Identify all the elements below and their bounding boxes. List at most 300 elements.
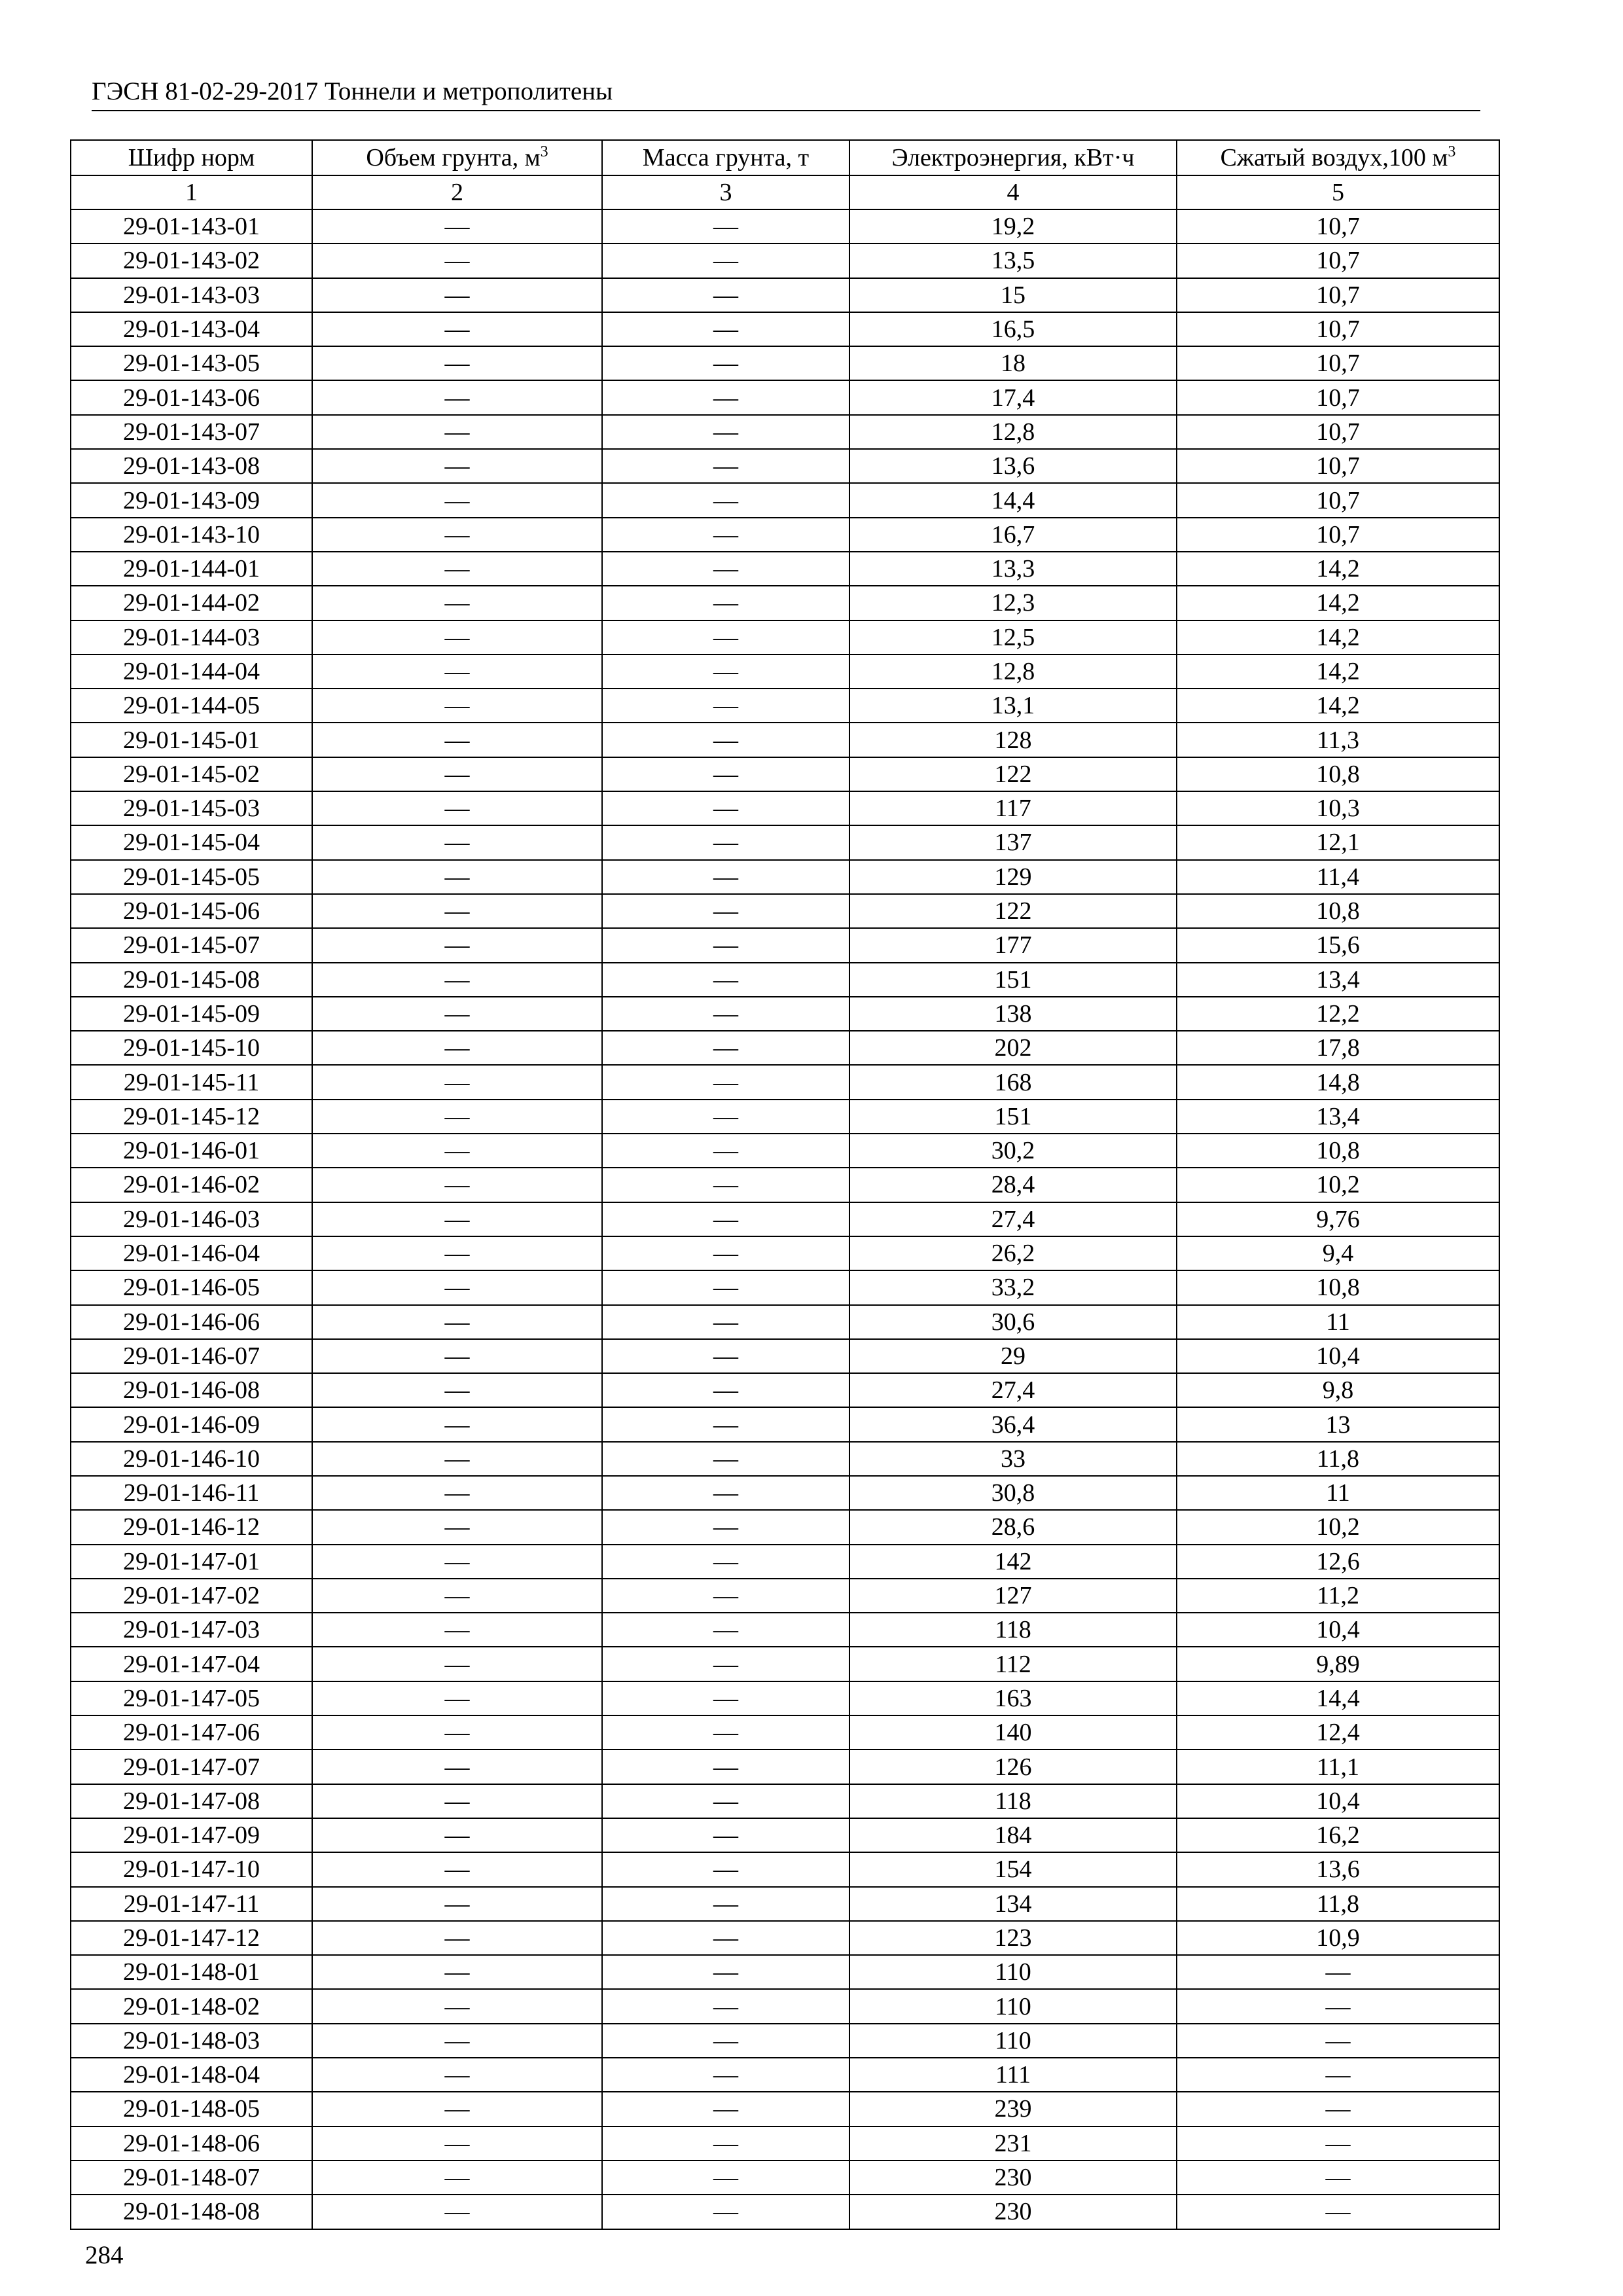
soil-mass-cell: — [602, 1955, 849, 1989]
soil-volume-cell: — [312, 894, 602, 928]
soil-volume-cell: — [312, 1305, 602, 1339]
soil-mass-cell: — [602, 894, 849, 928]
electricity-cell: 16,5 [849, 312, 1177, 346]
soil-mass-cell: — [602, 312, 849, 346]
norm-code-cell: 29-01-147-05 [71, 1681, 312, 1715]
column-number-cell: 4 [849, 175, 1177, 209]
compressed-air-cell: 13,4 [1177, 1100, 1499, 1134]
soil-mass-cell: — [602, 1887, 849, 1921]
soil-volume-cell: — [312, 2058, 602, 2092]
table-row [71, 1065, 1499, 1099]
electricity-cell: 12,3 [849, 586, 1177, 620]
soil-volume-cell: — [312, 723, 602, 757]
norm-code-cell: 29-01-143-03 [71, 278, 312, 312]
soil-mass-cell: — [602, 655, 849, 689]
soil-volume-cell: — [312, 1749, 602, 1784]
soil-volume-cell: — [312, 1270, 602, 1304]
electricity-cell: 13,5 [849, 243, 1177, 278]
compressed-air-cell: 10,4 [1177, 1339, 1499, 1373]
soil-volume-cell: — [312, 312, 602, 346]
compressed-air-cell: 11,3 [1177, 723, 1499, 757]
electricity-cell: 30,8 [849, 1476, 1177, 1510]
soil-mass-cell: — [602, 1647, 849, 1681]
table-row [71, 997, 1499, 1031]
compressed-air-cell: 13,4 [1177, 963, 1499, 997]
electricity-cell: 239 [849, 2092, 1177, 2126]
compressed-air-cell: 12,4 [1177, 1715, 1499, 1749]
header-label: Сжатый воздух,100 м [1220, 144, 1448, 171]
soil-mass-cell: — [602, 1510, 849, 1544]
document-title: ГЭСН 81-02-29-2017 Тоннели и метрополитены [92, 77, 613, 105]
compressed-air-cell: — [1177, 2024, 1499, 2058]
norm-code-cell: 29-01-148-04 [71, 2058, 312, 2092]
norm-code-cell: 29-01-143-10 [71, 518, 312, 552]
soil-mass-cell: — [602, 1545, 849, 1579]
table-row [71, 1579, 1499, 1613]
norm-code-cell: 29-01-143-08 [71, 449, 312, 483]
soil-volume-cell: — [312, 449, 602, 483]
table-row [71, 791, 1499, 825]
norm-code-cell: 29-01-143-05 [71, 346, 312, 380]
compressed-air-cell: 11,2 [1177, 1579, 1499, 1613]
electricity-cell: 151 [849, 1100, 1177, 1134]
table-row [71, 1339, 1499, 1373]
table-row [71, 1510, 1499, 1544]
compressed-air-cell: 10,7 [1177, 380, 1499, 414]
soil-volume-cell: — [312, 1031, 602, 1065]
norm-code-cell: 29-01-146-04 [71, 1236, 312, 1270]
soil-mass-cell: — [602, 586, 849, 620]
table-row [71, 1305, 1499, 1339]
compressed-air-cell: 10,7 [1177, 346, 1499, 380]
compressed-air-cell: 13 [1177, 1407, 1499, 1441]
norm-code-cell: 29-01-145-05 [71, 860, 312, 894]
soil-volume-cell: — [312, 757, 602, 791]
compressed-air-cell: 11,8 [1177, 1442, 1499, 1476]
compressed-air-cell: 10,7 [1177, 518, 1499, 552]
soil-volume-cell: — [312, 2195, 602, 2229]
soil-volume-cell: — [312, 2092, 602, 2126]
soil-mass-cell: — [602, 757, 849, 791]
soil-mass-cell: — [602, 552, 849, 586]
electricity-cell: 163 [849, 1681, 1177, 1715]
header-cell [1177, 140, 1499, 175]
header-label: Масса грунта, т [642, 144, 810, 171]
soil-mass-cell: — [602, 723, 849, 757]
electricity-cell: 15 [849, 278, 1177, 312]
electricity-cell: 122 [849, 757, 1177, 791]
norm-code-cell: 29-01-144-01 [71, 552, 312, 586]
norm-code-cell: 29-01-146-02 [71, 1168, 312, 1202]
table-body [71, 209, 1499, 2229]
soil-volume-cell: — [312, 620, 602, 655]
compressed-air-cell: 10,7 [1177, 483, 1499, 517]
norm-code-cell: 29-01-148-01 [71, 1955, 312, 1989]
norm-code-cell: 29-01-145-11 [71, 1065, 312, 1099]
norm-code-cell: 29-01-144-02 [71, 586, 312, 620]
table-row [71, 346, 1499, 380]
compressed-air-cell: — [1177, 2161, 1499, 2195]
soil-volume-cell: — [312, 552, 602, 586]
soil-mass-cell: — [602, 620, 849, 655]
soil-volume-cell: — [312, 1887, 602, 1921]
soil-volume-cell: — [312, 278, 602, 312]
soil-mass-cell: — [602, 1100, 849, 1134]
table-row [71, 894, 1499, 928]
soil-volume-cell: — [312, 1613, 602, 1647]
norm-code-cell: 29-01-146-07 [71, 1339, 312, 1373]
electricity-cell: 129 [849, 860, 1177, 894]
soil-mass-cell: — [602, 2092, 849, 2126]
norm-code-cell: 29-01-146-09 [71, 1407, 312, 1441]
soil-mass-cell: — [602, 1818, 849, 1852]
table-row [71, 1818, 1499, 1852]
compressed-air-cell: — [1177, 2058, 1499, 2092]
column-number-cell: 1 [71, 175, 312, 209]
soil-volume-cell: — [312, 1100, 602, 1134]
norm-code-cell: 29-01-147-07 [71, 1749, 312, 1784]
soil-volume-cell: — [312, 346, 602, 380]
compressed-air-cell: 10,7 [1177, 449, 1499, 483]
compressed-air-cell: 12,6 [1177, 1545, 1499, 1579]
soil-mass-cell: — [602, 1407, 849, 1441]
soil-mass-cell: — [602, 278, 849, 312]
electricity-cell: 28,6 [849, 1510, 1177, 1544]
soil-mass-cell: — [602, 1442, 849, 1476]
soil-volume-cell: — [312, 2126, 602, 2161]
table-row [71, 552, 1499, 586]
table-row [71, 1545, 1499, 1579]
table-row [71, 723, 1499, 757]
table-row [71, 2058, 1499, 2092]
soil-volume-cell: — [312, 1510, 602, 1544]
compressed-air-cell: 10,2 [1177, 1168, 1499, 1202]
page-header [92, 73, 1480, 111]
compressed-air-cell: 14,2 [1177, 586, 1499, 620]
norm-code-cell: 29-01-145-01 [71, 723, 312, 757]
electricity-cell: 126 [849, 1749, 1177, 1784]
soil-mass-cell: — [602, 1270, 849, 1304]
electricity-cell: 18 [849, 346, 1177, 380]
soil-mass-cell: — [602, 1852, 849, 1886]
table-row [71, 1784, 1499, 1818]
soil-volume-cell: — [312, 243, 602, 278]
soil-mass-cell: — [602, 1681, 849, 1715]
electricity-cell: 13,3 [849, 552, 1177, 586]
soil-volume-cell: — [312, 1955, 602, 1989]
soil-volume-cell: — [312, 689, 602, 723]
soil-mass-cell: — [602, 483, 849, 517]
norm-code-cell: 29-01-144-04 [71, 655, 312, 689]
soil-volume-cell: — [312, 1065, 602, 1099]
soil-mass-cell: — [602, 1202, 849, 1236]
soil-mass-cell: — [602, 1715, 849, 1749]
header-label: Объем грунта, м [366, 144, 541, 171]
column-number-cell: 5 [1177, 175, 1499, 209]
electricity-cell: 13,1 [849, 689, 1177, 723]
table-row [71, 1168, 1499, 1202]
table-row [71, 1031, 1499, 1065]
electricity-cell: 110 [849, 2024, 1177, 2058]
soil-mass-cell: — [602, 415, 849, 449]
electricity-cell: 110 [849, 1989, 1177, 2023]
compressed-air-cell: 11 [1177, 1476, 1499, 1510]
soil-volume-cell: — [312, 2024, 602, 2058]
norm-code-cell: 29-01-145-07 [71, 928, 312, 962]
norm-code-cell: 29-01-146-12 [71, 1510, 312, 1544]
soil-mass-cell: — [602, 997, 849, 1031]
norm-code-cell: 29-01-144-05 [71, 689, 312, 723]
table-row [71, 655, 1499, 689]
electricity-cell: 230 [849, 2161, 1177, 2195]
table-row [71, 2161, 1499, 2195]
electricity-cell: 231 [849, 2126, 1177, 2161]
norm-code-cell: 29-01-147-02 [71, 1579, 312, 1613]
compressed-air-cell: 11,1 [1177, 1749, 1499, 1784]
soil-mass-cell: — [602, 1749, 849, 1784]
electricity-cell: 123 [849, 1921, 1177, 1955]
soil-volume-cell: — [312, 928, 602, 962]
soil-volume-cell: — [312, 380, 602, 414]
compressed-air-cell: 16,2 [1177, 1818, 1499, 1852]
compressed-air-cell: 10,7 [1177, 278, 1499, 312]
table-row [71, 449, 1499, 483]
header-superscript: 3 [540, 143, 548, 160]
compressed-air-cell: 10,8 [1177, 1134, 1499, 1168]
header-row [71, 140, 1499, 175]
compressed-air-cell: 14,4 [1177, 1681, 1499, 1715]
soil-mass-cell: — [602, 243, 849, 278]
soil-volume-cell: — [312, 1681, 602, 1715]
soil-volume-cell: — [312, 2161, 602, 2195]
compressed-air-cell: 12,1 [1177, 825, 1499, 859]
soil-mass-cell: — [602, 1921, 849, 1955]
table-row [71, 689, 1499, 723]
table-row [71, 2092, 1499, 2126]
soil-volume-cell: — [312, 483, 602, 517]
table-row [71, 586, 1499, 620]
electricity-cell: 151 [849, 963, 1177, 997]
electricity-cell: 137 [849, 825, 1177, 859]
soil-mass-cell: — [602, 346, 849, 380]
soil-volume-cell: — [312, 791, 602, 825]
compressed-air-cell: 11,4 [1177, 860, 1499, 894]
norm-code-cell: 29-01-143-09 [71, 483, 312, 517]
compressed-air-cell: 14,2 [1177, 620, 1499, 655]
norm-code-cell: 29-01-148-06 [71, 2126, 312, 2161]
compressed-air-cell: 14,2 [1177, 655, 1499, 689]
table-header [71, 140, 1499, 209]
norm-code-cell: 29-01-145-08 [71, 963, 312, 997]
norm-code-cell: 29-01-146-06 [71, 1305, 312, 1339]
norm-code-cell: 29-01-145-03 [71, 791, 312, 825]
compressed-air-cell: — [1177, 1989, 1499, 2023]
soil-volume-cell: — [312, 997, 602, 1031]
compressed-air-cell: 10,7 [1177, 415, 1499, 449]
norm-code-cell: 29-01-145-09 [71, 997, 312, 1031]
soil-mass-cell: — [602, 1134, 849, 1168]
electricity-cell: 111 [849, 2058, 1177, 2092]
norms-table-container [70, 139, 1499, 2230]
norm-code-cell: 29-01-145-12 [71, 1100, 312, 1134]
table-row [71, 278, 1499, 312]
norm-code-cell: 29-01-143-04 [71, 312, 312, 346]
table-row [71, 2126, 1499, 2161]
compressed-air-cell: 10,9 [1177, 1921, 1499, 1955]
compressed-air-cell: 10,8 [1177, 1270, 1499, 1304]
table-row [71, 380, 1499, 414]
electricity-cell: 16,7 [849, 518, 1177, 552]
table-row [71, 1407, 1499, 1441]
electricity-cell: 36,4 [849, 1407, 1177, 1441]
electricity-cell: 134 [849, 1887, 1177, 1921]
soil-mass-cell: — [602, 1031, 849, 1065]
electricity-cell: 28,4 [849, 1168, 1177, 1202]
soil-mass-cell: — [602, 2024, 849, 2058]
table-row [71, 1887, 1499, 1921]
norm-code-cell: 29-01-145-04 [71, 825, 312, 859]
soil-volume-cell: — [312, 586, 602, 620]
electricity-cell: 110 [849, 1955, 1177, 1989]
electricity-cell: 168 [849, 1065, 1177, 1099]
soil-mass-cell: — [602, 1305, 849, 1339]
table-row [71, 757, 1499, 791]
norm-code-cell: 29-01-147-09 [71, 1818, 312, 1852]
compressed-air-cell: — [1177, 2195, 1499, 2229]
compressed-air-cell: 10,3 [1177, 791, 1499, 825]
electricity-cell: 33,2 [849, 1270, 1177, 1304]
soil-volume-cell: — [312, 1202, 602, 1236]
norm-code-cell: 29-01-148-02 [71, 1989, 312, 2023]
electricity-cell: 118 [849, 1613, 1177, 1647]
soil-mass-cell: — [602, 928, 849, 962]
soil-volume-cell: — [312, 1236, 602, 1270]
compressed-air-cell: 9,89 [1177, 1647, 1499, 1681]
table-row [71, 1715, 1499, 1749]
table-row [71, 312, 1499, 346]
soil-volume-cell: — [312, 825, 602, 859]
compressed-air-cell: 9,8 [1177, 1373, 1499, 1407]
electricity-cell: 27,4 [849, 1202, 1177, 1236]
electricity-cell: 202 [849, 1031, 1177, 1065]
soil-volume-cell: — [312, 1476, 602, 1510]
soil-mass-cell: — [602, 1784, 849, 1818]
compressed-air-cell: 10,7 [1177, 209, 1499, 243]
table-row [71, 2024, 1499, 2058]
table-row [71, 1100, 1499, 1134]
electricity-cell: 17,4 [849, 380, 1177, 414]
soil-mass-cell: — [602, 2161, 849, 2195]
soil-mass-cell: — [602, 1579, 849, 1613]
norm-code-cell: 29-01-143-07 [71, 415, 312, 449]
header-label: Электроэнергия, кВт·ч [891, 144, 1135, 171]
compressed-air-cell: 10,4 [1177, 1613, 1499, 1647]
soil-volume-cell: — [312, 1989, 602, 2023]
compressed-air-cell: 12,2 [1177, 997, 1499, 1031]
compressed-air-cell: 10,8 [1177, 894, 1499, 928]
soil-mass-cell: — [602, 860, 849, 894]
header-label: Шифр норм [128, 144, 255, 171]
soil-mass-cell: — [602, 209, 849, 243]
compressed-air-cell: 10,7 [1177, 243, 1499, 278]
norm-code-cell: 29-01-147-10 [71, 1852, 312, 1886]
norm-code-cell: 29-01-146-01 [71, 1134, 312, 1168]
electricity-cell: 12,8 [849, 655, 1177, 689]
header-cell [849, 140, 1177, 175]
table-row [71, 1989, 1499, 2023]
soil-mass-cell: — [602, 2195, 849, 2229]
soil-volume-cell: — [312, 1852, 602, 1886]
soil-volume-cell: — [312, 518, 602, 552]
electricity-cell: 27,4 [849, 1373, 1177, 1407]
electricity-cell: 230 [849, 2195, 1177, 2229]
soil-mass-cell: — [602, 791, 849, 825]
compressed-air-cell: 13,6 [1177, 1852, 1499, 1886]
page-number: 284 [85, 2241, 124, 2269]
norm-code-cell: 29-01-148-07 [71, 2161, 312, 2195]
electricity-cell: 127 [849, 1579, 1177, 1613]
compressed-air-cell: 10,2 [1177, 1510, 1499, 1544]
electricity-cell: 154 [849, 1852, 1177, 1886]
column-number-row [71, 175, 1499, 209]
norm-code-cell: 29-01-147-01 [71, 1545, 312, 1579]
table-row [71, 518, 1499, 552]
norm-code-cell: 29-01-147-03 [71, 1613, 312, 1647]
soil-volume-cell: — [312, 415, 602, 449]
electricity-cell: 12,5 [849, 620, 1177, 655]
table-row [71, 1681, 1499, 1715]
compressed-air-cell: 14,8 [1177, 1065, 1499, 1099]
table-row [71, 2195, 1499, 2229]
soil-volume-cell: — [312, 860, 602, 894]
norm-code-cell: 29-01-146-05 [71, 1270, 312, 1304]
table-row [71, 1373, 1499, 1407]
norm-code-cell: 29-01-148-05 [71, 2092, 312, 2126]
electricity-cell: 12,8 [849, 415, 1177, 449]
soil-mass-cell: — [602, 1339, 849, 1373]
table-row [71, 1921, 1499, 1955]
table-row [71, 1955, 1499, 1989]
compressed-air-cell: 14,2 [1177, 689, 1499, 723]
soil-mass-cell: — [602, 689, 849, 723]
table-row [71, 415, 1499, 449]
compressed-air-cell: 10,4 [1177, 1784, 1499, 1818]
electricity-cell: 19,2 [849, 209, 1177, 243]
soil-volume-cell: — [312, 1647, 602, 1681]
soil-mass-cell: — [602, 1476, 849, 1510]
soil-mass-cell: — [602, 1613, 849, 1647]
electricity-cell: 33 [849, 1442, 1177, 1476]
table-row [71, 1613, 1499, 1647]
soil-volume-cell: — [312, 1784, 602, 1818]
header-cell [71, 140, 312, 175]
compressed-air-cell: 11 [1177, 1305, 1499, 1339]
compressed-air-cell: 9,76 [1177, 1202, 1499, 1236]
table-row [71, 1647, 1499, 1681]
compressed-air-cell: 15,6 [1177, 928, 1499, 962]
soil-mass-cell: — [602, 380, 849, 414]
electricity-cell: 118 [849, 1784, 1177, 1818]
compressed-air-cell: — [1177, 2126, 1499, 2161]
column-number-cell: 2 [312, 175, 602, 209]
soil-mass-cell: — [602, 1168, 849, 1202]
norm-code-cell: 29-01-147-04 [71, 1647, 312, 1681]
table-row [71, 825, 1499, 859]
compressed-air-cell: — [1177, 2092, 1499, 2126]
soil-volume-cell: — [312, 1339, 602, 1373]
header-superscript: 3 [1448, 143, 1456, 160]
soil-mass-cell: — [602, 1989, 849, 2023]
